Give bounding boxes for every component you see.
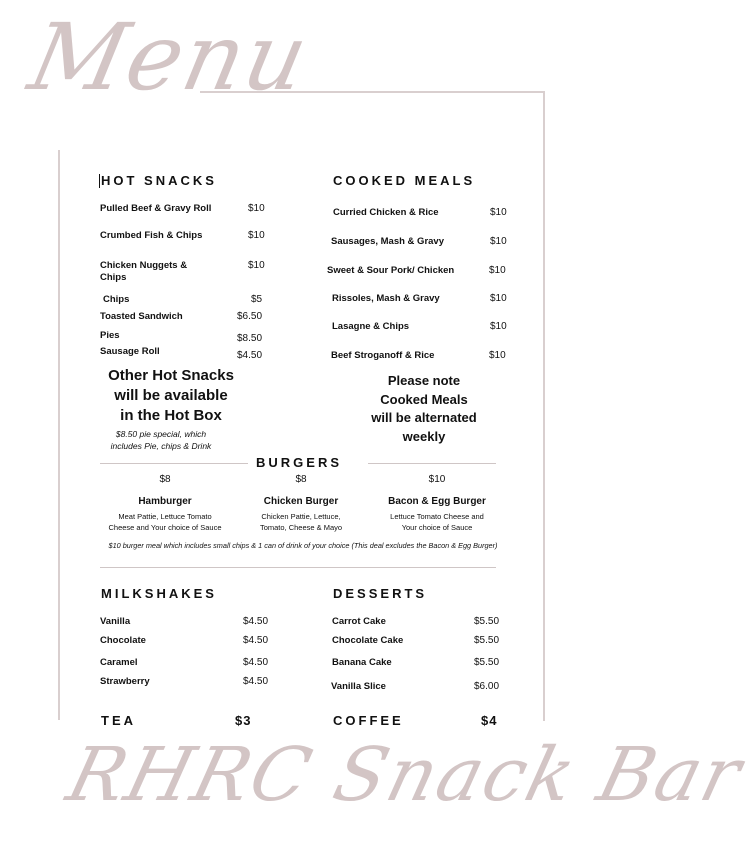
tea-label: TEA: [101, 713, 136, 728]
milkshake-price: $4.50: [243, 676, 269, 687]
cooked-meal-price: $10: [490, 207, 507, 218]
coffee-price: $4: [481, 713, 498, 728]
cooked-meal-name: Sausages, Mash & Gravy: [331, 236, 444, 247]
hot-snack-name: Toasted Sandwich: [100, 311, 183, 322]
frame-line-left: [58, 150, 60, 720]
cooked-meal-name: Lasagne & Chips: [332, 321, 410, 332]
milkshake-name: Strawberry: [100, 676, 150, 687]
burger-name: Bacon & Egg Burger: [388, 496, 486, 507]
cooked-meals-heading: COOKED MEALS: [333, 173, 476, 188]
burger-name: Hamburger: [138, 496, 192, 507]
divider: [368, 463, 496, 464]
milkshake-price: $4.50: [243, 616, 269, 627]
cooked-meal-price: $10: [489, 350, 506, 361]
dessert-name: Carrot Cake: [332, 616, 386, 627]
dessert-name: Banana Cake: [332, 657, 392, 668]
frame-line-right: [543, 91, 545, 721]
cooked-meal-name: Sweet & Sour Pork/ Chicken: [327, 265, 455, 276]
menu-title: Menu: [20, 4, 319, 111]
burger-description: Lettuce Tomato Cheese and Your choice of Sauce: [390, 512, 484, 532]
cooked-meal-name: Rissoles, Mash & Gravy: [332, 293, 440, 304]
cooked-meal-name: Beef Stroganoff & Rice: [331, 350, 435, 361]
burger-description: Chicken Pattie, Lettuce, Tomato, Cheese & Mayo: [259, 512, 343, 532]
text-cursor: [99, 174, 100, 188]
pie-special-note: $8.50 pie special, which includes Pie, chips & Drink: [110, 429, 212, 451]
burgers-heading: BURGERS: [256, 455, 343, 470]
hot-snack-price: $8.50: [237, 333, 263, 344]
cooked-meal-price: $10: [490, 321, 507, 332]
milkshake-price: $4.50: [243, 657, 269, 668]
burger-name: Chicken Burger: [263, 496, 339, 507]
hot-snack-price: $10: [248, 203, 265, 214]
milkshake-price: $4.50: [243, 635, 269, 646]
milkshake-name: Chocolate: [100, 635, 146, 646]
hot-snack-price: $5: [251, 294, 263, 305]
dessert-name: Chocolate Cake: [332, 635, 404, 646]
burger-price: $10: [428, 474, 446, 485]
coffee-label: COFFEE: [333, 713, 404, 728]
dessert-name: Vanilla Slice: [331, 681, 386, 692]
tea-price: $3: [235, 713, 252, 728]
cooked-meals-note: Please note Cooked Meals will be alternated weekly: [371, 373, 477, 444]
dessert-price: $5.50: [474, 616, 500, 627]
burger-price: $8: [159, 474, 171, 485]
cooked-meal-price: $10: [490, 236, 507, 247]
dessert-price: $5.50: [474, 635, 500, 646]
snack-bar-name: RHRC Snack Bar: [59, 732, 751, 818]
desserts-heading: DESSERTS: [333, 586, 428, 601]
hot-snack-name: Chicken Nuggets & Chips: [100, 260, 188, 283]
hot-snacks-heading: HOT SNACKS: [101, 173, 217, 188]
cooked-meal-price: $10: [490, 293, 507, 304]
dessert-price: $5.50: [474, 657, 500, 668]
cooked-meal-name: Curried Chicken & Rice: [333, 207, 439, 218]
hot-box-note: Other Hot Snacks will be available in the Hot Box: [108, 367, 234, 424]
divider: [100, 567, 496, 568]
milkshake-name: Caramel: [100, 657, 138, 668]
burger-meal-note: $10 burger meal which includes small chips & 1 can of drink of your choice (This deal excludes the Bacon & Egg Burger): [108, 541, 498, 550]
burger-description: Meat Pattie, Lettuce Tomato Cheese and Your choice of Sauce: [108, 512, 222, 532]
hot-snack-name: Pulled Beef & Gravy Roll: [100, 203, 212, 214]
hot-snack-name: Crumbed Fish & Chips: [100, 230, 203, 241]
dessert-price: $6.00: [474, 681, 500, 692]
divider: [100, 463, 248, 464]
hot-snack-price: $10: [248, 230, 265, 241]
hot-snack-name: Chips: [103, 294, 130, 305]
hot-snack-name: Sausage Roll: [100, 346, 160, 357]
milkshakes-heading: MILKSHAKES: [101, 586, 217, 601]
milkshake-name: Vanilla: [100, 616, 131, 627]
hot-snack-price: $10: [248, 260, 265, 271]
hot-snack-name: Pies: [100, 330, 120, 341]
burger-price: $8: [295, 474, 307, 485]
cooked-meal-price: $10: [489, 265, 506, 276]
hot-snack-price: $4.50: [237, 350, 263, 361]
hot-snack-price: $6.50: [237, 311, 263, 322]
